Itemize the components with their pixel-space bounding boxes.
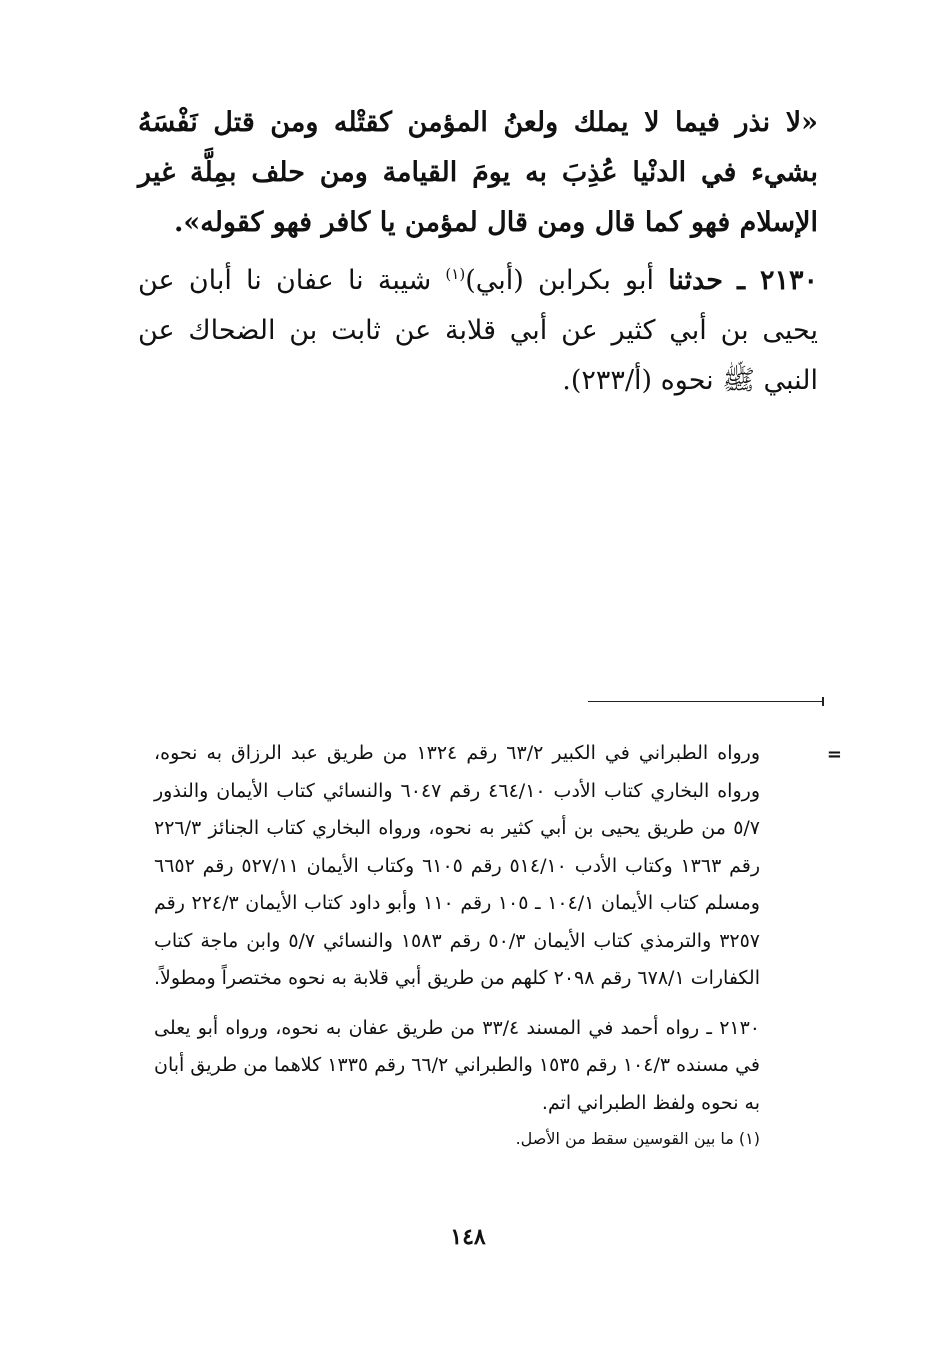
footnote-2130: ٢١٣٠ ـ رواه أحمد في المسند ٣٣/٤ من طريق عفان به نحوه، ورواه أبو يعلى في مسنده ١٠٤/٣ رقم ١٥٣٥ والطبراني ٦٦/٢ رقم ١٣٣٥ كلاهما من طريق أبان به نحوه ولفظ الطبراني اتم. xyxy=(154,1016,761,1114)
footnote-divider xyxy=(588,697,824,707)
page-number: ١٤٨ xyxy=(450,1224,486,1250)
hadith-text-a: أبو بكرابن (أبي) xyxy=(465,265,654,296)
continuation-mark: = xyxy=(826,744,842,765)
main-text xyxy=(138,98,818,406)
divider-line xyxy=(588,701,824,702)
footnote-1: (١) ما بين القوسين سقط من الأصل. xyxy=(515,1129,760,1148)
hadith-label: حدثنا xyxy=(668,265,723,296)
hadith-number: ٢١٣٠ ـ xyxy=(737,265,818,296)
footnote-continuation: ورواه الطبراني في الكبير ٦٣/٢ رقم ١٣٢٤ من طريق عبد الرزاق به نحوه، ورواه البخاري كتاب الأدب ٤٦٤/١٠ رقم ٦٠٤٧ والنسائي كتاب الأيمان والنذور ٥/٧ من طريق يحيى بن أبي كثير به نحوه، ورواه البخاري كتاب الجنائز ٢٢٦/٣ رقم ١٣٦٣ وكتاب الأدب ٥١٤/١٠ رقم ٦١٠٥ وكتاب الأيمان ٥٢٧/١١ رقم ٦٦٥٢ ومسلم كتاب الأيمان ١٠٤/١ ـ ١٠٥ رقم ١١٠ وأبو داود كتاب الأيمان ٢٢٤/٣ رقم ٣٢٥٧ والترمذي كتاب الأيمان ٥٠/٣ رقم ١٥٨٣ والنسائي ٥/٧ وابن ماجة كتاب الكفارات ٦٧٨/١ رقم ٢٠٩٨ كلهم من طريق أبي قلابة به نحوه مختصراً ومطولاً. xyxy=(153,742,761,989)
footnote-ref: (١) xyxy=(445,265,466,283)
hadith-2130 xyxy=(138,256,818,406)
hadith-text-b: شيبة نا عفان نا أبان عن يحيى بن أبي كثير عن أبي قلابة عن ثابت بن الضحاك عن النبي ﷺ نحوه (أ/٢٣٣). xyxy=(138,265,818,396)
hadith-quote: «لا نذر فيما لا يملك ولعنُ المؤمن كقتْله ومن قتل نَفْسَهُ بشيء في الدنْيا عُذِبَ به يومَ القيامة ومن حلف بمِلَّة غير الإسلام فهو كما قال ومن قال لمؤمن يا كافر فهو كقوله». xyxy=(138,107,818,238)
divider-tick xyxy=(822,697,824,706)
footnotes xyxy=(154,735,760,1154)
